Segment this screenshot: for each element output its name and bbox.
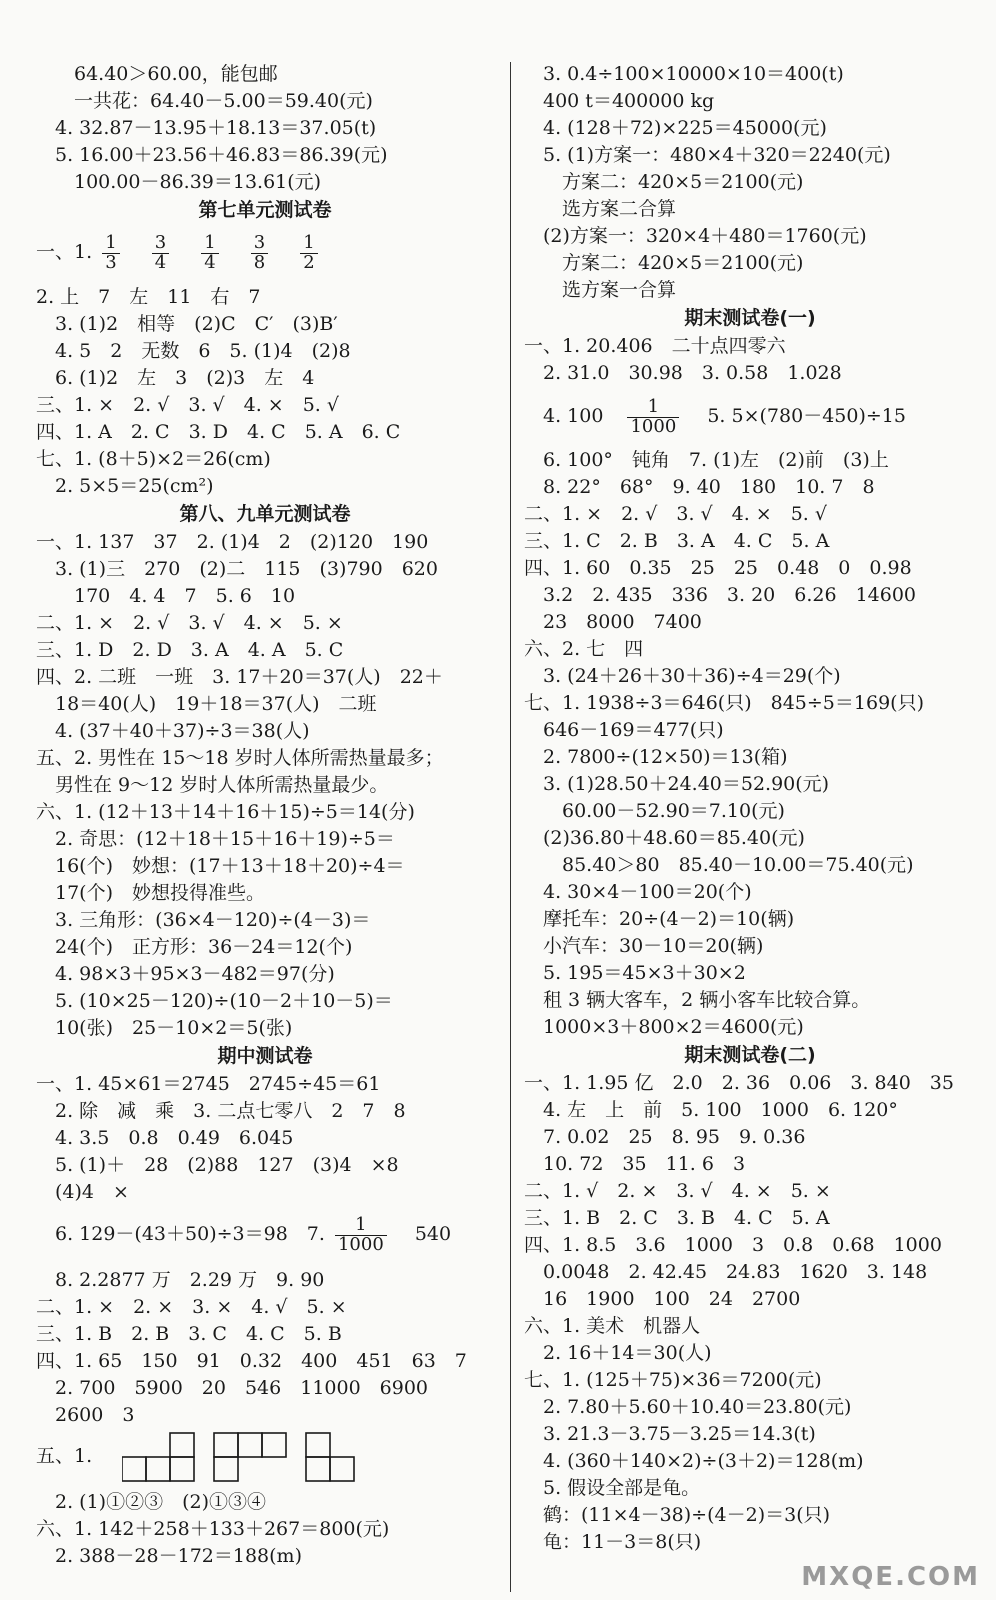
- text-line: 4. (360＋140×2)÷(3＋2)＝128(m): [524, 1450, 864, 1472]
- text-line: 一、1. 20.406 二十点四零六: [524, 335, 786, 357]
- text-line: 400 t＝400000 kg: [524, 90, 715, 112]
- text-line: 三、1. × 2. √ 3. √ 4. × 5. √: [36, 394, 339, 416]
- text-line: 5. 16.00＋23.56＋46.83＝86.39(元): [36, 144, 388, 166]
- text-line: 8. 2.2877 万 2.29 万 9. 90: [36, 1269, 325, 1291]
- text-line: 七、1. 1938÷3＝646(只) 845÷5＝169(只): [524, 692, 924, 714]
- text-line: 4. 98×3＋95×3－482＝97(分): [36, 963, 335, 985]
- text-line: 2. 7800÷(12×50)＝13(箱): [524, 746, 788, 768]
- text-line: 5. 假设全部是龟。: [524, 1477, 701, 1499]
- text-line: 六、1. 142＋258＋133＋267＝800(元): [36, 1518, 390, 1540]
- text-line: 4. (128＋72)×225＝45000(元): [524, 117, 827, 139]
- text-line: 170 4. 4 7 5. 6 10: [36, 585, 296, 607]
- text-line: 男性在 9～12 岁时人体所需热量最少。: [36, 774, 389, 796]
- text-line: 6. (1)2 左 3 (2)3 左 4: [36, 367, 315, 389]
- text-line: 8. 22° 68° 9. 40 180 10. 7 8: [524, 476, 875, 498]
- text-line: 2. 700 5900 20 546 11000 6900: [36, 1377, 429, 1399]
- text-line: 16(个) 妙想：(17＋13＋18＋20)÷4＝: [36, 855, 405, 877]
- text-line: 3. 三角形：(36×4－120)÷(4－3)＝: [36, 909, 371, 931]
- text-line: 4. 3.5 0.8 0.49 6.045: [36, 1127, 294, 1149]
- text-line: 3. (1)三 270 (2)二 115 (3)790 620: [36, 558, 438, 580]
- text-line: 三、1. B 2. B 3. C 4. C 5. B: [36, 1323, 342, 1345]
- text-line: 四、2. 二班 一班 3. 17＋20＝37(人) 22＋: [36, 666, 443, 688]
- fraction: $\frac{1}{1000}$: [627, 398, 679, 437]
- text-line: (4)4 ×: [36, 1181, 129, 1203]
- section-heading: 期末测试卷(一): [684, 307, 816, 329]
- text-line: 2. 16＋14＝30(人): [524, 1342, 712, 1364]
- text-line: 一、1. 45×61＝2745 2745÷45＝61: [36, 1073, 381, 1095]
- text-line: 64.40＞60.00，能包邮: [36, 63, 278, 85]
- text-line: 一共花：64.40－5.00＝59.40(元): [36, 90, 373, 112]
- text-line: 四、1. 65 150 91 0.32 400 451 63 7: [36, 1350, 467, 1372]
- question-text: 4. 100: [524, 405, 604, 427]
- text-line: 四、1. 60 0.35 25 25 0.48 0 0.98: [524, 557, 912, 579]
- text-line: 一、1. 137 37 2. (1)4 2 (2)120 190: [36, 531, 429, 553]
- text-line: (2)36.80＋48.60＝85.40(元): [524, 827, 805, 849]
- text-line: 六、1. (12＋13＋14＋16＋15)÷5＝14(分): [36, 801, 415, 823]
- text-line: 10(张) 25－10×2＝5(张): [36, 1017, 293, 1039]
- text-line: 六、1. 美术 机器人: [524, 1315, 701, 1337]
- text-line: 二、1. × 2. × 3. × 4. √ 5. ×: [36, 1296, 347, 1318]
- text-line: 1000×3＋800×2＝4600(元): [524, 1016, 804, 1038]
- text-line: 85.40＞80 85.40－10.00＝75.40(元): [524, 854, 914, 876]
- section-heading: 期末测试卷(二): [684, 1044, 816, 1066]
- text-line: (2)方案一：320×4＋480＝1760(元): [524, 225, 867, 247]
- text-line: 2. 上 7 左 11 右 7: [36, 286, 261, 308]
- text-line: 2. 除 减 乘 3. 二点七零八 2 7 8: [36, 1100, 406, 1122]
- text-line: 七、1. (8＋5)×2＝26(cm): [36, 448, 271, 470]
- text-line: 17(个) 妙想投得准些。: [36, 882, 266, 904]
- text-line: 24(个) 正方形：36－24＝12(个): [36, 936, 353, 958]
- text-line-fraction: [524, 388, 976, 444]
- text-line: 2. 7.80＋5.60＋10.40＝23.80(元): [524, 1396, 852, 1418]
- text-line: 7. 0.02 25 8. 95 9. 0.36: [524, 1126, 806, 1148]
- question-text: 6. 129－(43＋50)÷3＝98 7.: [36, 1223, 325, 1245]
- section-heading: 第七单元测试卷: [198, 199, 332, 221]
- question-prefix: 一、1.: [36, 241, 93, 263]
- text-line: 60.00－52.90＝7.10(元): [524, 800, 785, 822]
- text-line: 摩托车：20÷(4－2)＝10(辆): [524, 908, 795, 930]
- text-line: 6. 100° 钝角 7. (1)左 (2)前 (3)上: [524, 449, 889, 471]
- text-line: 100.00－86.39＝13.61(元): [36, 171, 322, 193]
- text-line: 四、1. 8.5 3.6 1000 3 0.8 0.68 1000: [524, 1234, 942, 1256]
- text-line: 3. (24＋26＋30＋36)÷4＝29(个): [524, 665, 841, 687]
- text-line: 4. 5 2 无数 6 5. (1)4 (2)8: [36, 340, 351, 362]
- text-line: 三、1. B 2. C 3. B 4. C 5. A: [524, 1207, 830, 1229]
- text-line: 四、1. A 2. C 3. D 4. C 5. A 6. C: [36, 421, 401, 443]
- text-line: 4. 左 上 前 5. 100 1000 6. 120°: [524, 1099, 898, 1121]
- section-heading: 期中测试卷: [217, 1045, 313, 1067]
- column-divider: [510, 62, 511, 1592]
- text-line: 租 3 辆大客车，2 辆小客车比较合算。: [524, 989, 871, 1011]
- fraction: $\frac{1}{3}$: [102, 234, 119, 273]
- text-line-fractions: [36, 224, 494, 280]
- fraction: $\frac{3}{8}$: [251, 234, 268, 273]
- text-line: 3. 0.4÷100×10000×10＝400(t): [524, 63, 844, 85]
- text-line: 六、2. 七 四: [524, 638, 644, 660]
- text-line: 五、2. 男性在 15～18 岁时人体所需热量最多；: [36, 747, 444, 769]
- section-heading: 第八、九单元测试卷: [179, 503, 351, 525]
- fraction: $\frac{1}{4}$: [201, 234, 218, 273]
- text-line: 2. 奇思：(12＋18＋15＋16＋19)÷5＝: [36, 828, 395, 850]
- text-line: 0.0048 2. 42.45 24.83 1620 3. 148: [524, 1261, 928, 1283]
- text-line: 三、1. D 2. D 3. A 4. A 5. C: [36, 639, 344, 661]
- question-text: 5. 5×(780－450)÷15: [707, 405, 906, 427]
- text-line: 4. (37＋40＋37)÷3＝38(人): [36, 720, 310, 742]
- text-line: 5. 195＝45×3＋30×2: [524, 962, 746, 984]
- text-line: 小汽车：30－10＝20(辆): [524, 935, 764, 957]
- text-line: 646－169＝477(只): [524, 719, 724, 741]
- text-line: 一、1. 1.95 亿 2.0 2. 36 0.06 3. 840 35: [524, 1072, 954, 1094]
- text-line: 3. (1)2 相等 (2)C C′ (3)B′: [36, 313, 338, 335]
- text-line: 鹤：(11×4－38)÷(4－2)＝3(只): [524, 1504, 831, 1526]
- text-line: 三、1. C 2. B 3. A 4. C 5. A: [524, 530, 830, 552]
- text-line: 2. 388－28－172＝188(m): [36, 1545, 302, 1567]
- text-line: 5. (1)方案一：480×4＋320＝2240(元): [524, 144, 891, 166]
- text-line: 二、1. × 2. √ 3. √ 4. × 5. ×: [36, 612, 343, 634]
- fraction: $\frac{1}{2}$: [300, 234, 317, 273]
- text-line: 选方案一合算: [524, 279, 677, 301]
- text-line: 16 1900 100 24 2700: [524, 1288, 801, 1310]
- text-line: 3. 21.3－3.75－3.25＝14.3(t): [524, 1423, 816, 1445]
- text-line: 4. 30×4－100＝20(个): [524, 881, 752, 903]
- text-line: 二、1. √ 2. × 3. √ 4. × 5. ×: [524, 1180, 831, 1202]
- text-line: 5. (1)＋ 28 (2)88 127 (3)4 ×8: [36, 1154, 399, 1176]
- answer-value: 540: [414, 1223, 452, 1245]
- fraction: $\frac{3}{4}$: [152, 234, 169, 273]
- text-line: 4. 32.87－13.95＋18.13＝37.05(t): [36, 117, 377, 139]
- text-line: 5. (10×25－120)÷(10－2＋10－5)＝: [36, 990, 393, 1012]
- cube-nets-figure: [122, 1430, 362, 1484]
- text-line: 23 8000 7400: [524, 611, 702, 633]
- text-line: 2. 31.0 30.98 3. 0.58 1.028: [524, 362, 842, 384]
- text-line: 方案二：420×5＝2100(元): [524, 252, 804, 274]
- text-line: 龟：11－3＝8(只): [524, 1531, 702, 1553]
- text-line-fraction: [36, 1206, 494, 1262]
- text-line: 3.2 2. 435 336 3. 20 6.26 14600: [524, 584, 917, 606]
- watermark-logo: MXQE.COM: [801, 1562, 980, 1592]
- text-line: 2600 3: [36, 1404, 135, 1426]
- text-line: 方案二：420×5＝2100(元): [524, 171, 804, 193]
- cube-nets-line: [36, 1428, 494, 1488]
- text-line: 10. 72 35 11. 6 3: [524, 1153, 746, 1175]
- text-line: 3. (1)28.50＋24.40＝52.90(元): [524, 773, 830, 795]
- text-line: 18＝40(人) 19＋18＝37(人) 二班: [36, 693, 377, 715]
- text-line: 选方案二合算: [524, 198, 677, 220]
- fraction: $\frac{1}{1000}$: [335, 1216, 387, 1255]
- text-line: 2. 5×5＝25(cm²): [36, 475, 214, 497]
- text-line: 2. (1)①②③ (2)①③④: [36, 1491, 266, 1513]
- text-line: 二、1. × 2. √ 3. √ 4. × 5. √: [524, 503, 827, 525]
- text-line: 七、1. (125＋75)×36＝7200(元): [524, 1369, 822, 1391]
- question-prefix: 五、1.: [36, 1445, 93, 1467]
